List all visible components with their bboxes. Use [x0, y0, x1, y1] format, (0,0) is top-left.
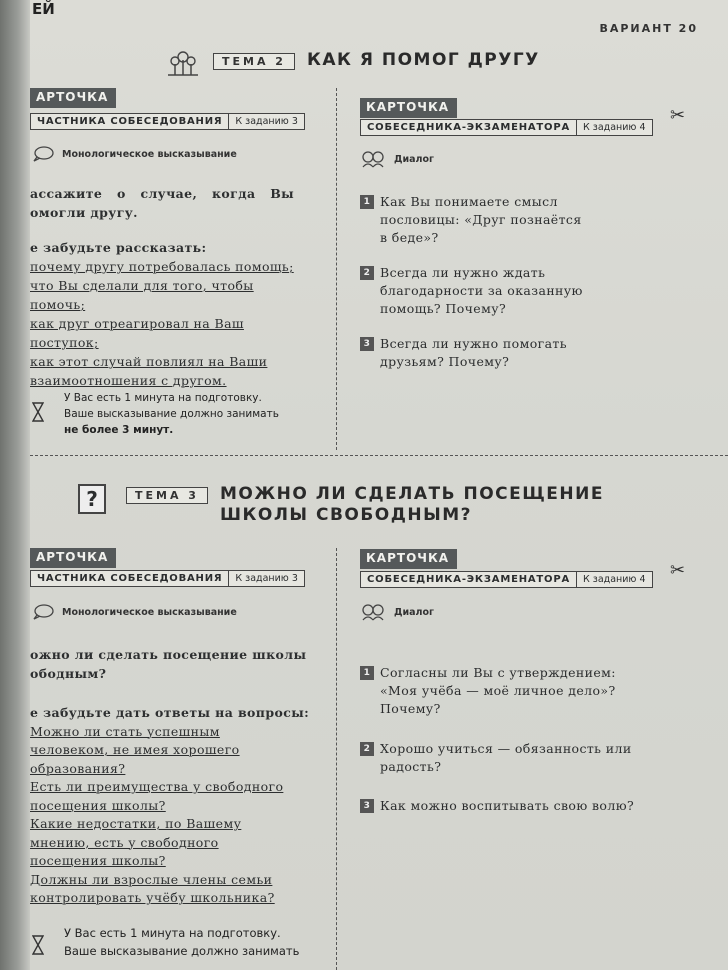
monologue-label: Монологическое высказывание: [62, 606, 237, 618]
question-text: Хорошо учиться — обязанность или радость?: [380, 741, 632, 774]
card-label-participant: АРТОЧКА: [30, 548, 116, 568]
theme-2-tag: ТЕМА 2: [213, 53, 295, 70]
card-subheader-examiner: [360, 571, 653, 588]
scissors-icon: ✂: [670, 560, 686, 581]
question-text: Всегда ли нужно ждать благодарности за оказанную помощь? Почему?: [380, 265, 583, 316]
two-people-icon: [360, 150, 386, 168]
list-item: контролировать учёбу школьника?: [30, 890, 275, 905]
question-item: [360, 664, 700, 718]
card-sub-title: ЧАСТНИКА СОБЕСЕДОВАНИЯ: [30, 570, 229, 587]
question-item: [360, 335, 650, 371]
card-task-ref: К заданию 4: [577, 571, 652, 588]
card-label-examiner: КАРТОЧКА: [360, 549, 457, 569]
question-number: 1: [360, 666, 374, 680]
hourglass-icon: [32, 402, 44, 422]
question-item: [360, 797, 700, 815]
list-item: посещения школы?: [30, 797, 166, 813]
theme-3-tag: ТЕМА 3: [126, 487, 208, 504]
question-text: Как Вы понимаете смысл пословицы: «Друг познаётся в беде»?: [380, 194, 582, 245]
prep-line: не более 3 минут.: [64, 424, 174, 436]
theme-3-title: МОЖНО ЛИ СДЕЛАТЬ ПОСЕЩЕНИЕ ШКОЛЫ СВОБОДНЫМ?: [219, 484, 604, 525]
card-label-examiner: КАРТОЧКА: [360, 98, 457, 118]
theme-3-prompt: [30, 645, 330, 683]
dialog-header: [360, 603, 434, 621]
question-number: 1: [360, 195, 374, 209]
question-item: [360, 740, 700, 776]
prep-line: Ваше высказывание должно занимать: [64, 944, 300, 958]
monologue-header: [32, 146, 237, 162]
prompt-line: омогли другу.: [30, 205, 138, 220]
scissors-icon: ✂: [670, 105, 686, 126]
theme-2-reminder-list: [30, 238, 330, 390]
question-number: 3: [360, 337, 374, 351]
theme-3-prep-note: [64, 924, 299, 960]
question-text: Согласны ли Вы с утверждением: «Моя учёба — моё личное дело»? Почему?: [380, 665, 616, 716]
cut-line-vertical: [336, 548, 337, 970]
card-sub-title: ЧАСТНИКА СОБЕСЕДОВАНИЯ: [30, 113, 229, 130]
dialog-header: [360, 150, 434, 168]
list-item: как друг отреагировал на Ваш: [30, 316, 244, 331]
list-item: почему другу потребовалась помощь;: [30, 259, 294, 274]
question-item: [360, 193, 650, 247]
prep-line: У Вас есть 1 минута на подготовку.: [64, 926, 281, 940]
list-item: мнению, есть у свободного: [30, 834, 219, 850]
question-mark-icon: ?: [78, 484, 106, 514]
dialog-label: Диалог: [394, 606, 434, 618]
workbook-page: [30, 0, 728, 970]
card-subheader-participant: [30, 113, 305, 130]
list-item: Можно ли стать успешным: [30, 723, 220, 739]
prompt-line: ассажите о случае, когда Вы: [30, 186, 295, 201]
list-item: Есть ли преимущества у свободного: [30, 779, 284, 794]
book-spine-margin: [0, 0, 30, 970]
cut-line-horizontal: [30, 455, 728, 456]
list-item: посещения школы?: [30, 853, 166, 868]
card-task-ref: К заданию 4: [577, 119, 652, 136]
speech-bubble-icon: [32, 146, 54, 162]
list-item: человеком, не имея хорошего: [30, 742, 240, 757]
variant-number: ВАРИАНТ 20: [599, 22, 698, 35]
question-number: 3: [360, 799, 374, 813]
reminder-heading: е забудьте дать ответы на вопросы:: [30, 705, 310, 720]
question-text: Как можно воспитывать свою волю?: [380, 798, 635, 813]
list-item: помочь;: [30, 297, 86, 312]
theme-3-header: [78, 484, 604, 526]
reminder-heading: е забудьте рассказать:: [30, 240, 207, 255]
question-number: 2: [360, 742, 374, 756]
two-people-icon: [360, 603, 386, 621]
cut-line-vertical: [336, 88, 337, 450]
speech-bubble-icon: [32, 604, 54, 620]
question-item: [360, 264, 650, 318]
prompt-line: ожно ли сделать посещение школы: [30, 647, 307, 662]
monologue-header: [32, 604, 237, 620]
card-task-ref: К заданию 3: [229, 113, 304, 130]
list-item: Какие недостатки, по Вашему: [30, 816, 242, 831]
dialog-label: Диалог: [394, 153, 434, 165]
card-subheader-examiner: [360, 119, 653, 136]
theme-2-title: КАК Я ПОМОГ ДРУГУ: [306, 50, 540, 70]
theme-3-question-list: [30, 704, 335, 908]
prep-line: У Вас есть 1 минута на подготовку.: [64, 392, 262, 404]
list-item: поступок;: [30, 335, 99, 350]
list-item: как этот случай повлиял на Ваши: [30, 354, 268, 369]
theme-2-prep-note: [64, 390, 279, 438]
card-sub-title: СОБЕСЕДНИКА-ЭКЗАМЕНАТОРА: [360, 119, 577, 136]
prep-line: Ваше высказывание должно занимать: [64, 408, 279, 420]
prompt-line: ободным?: [30, 666, 107, 681]
list-item: образования?: [30, 760, 126, 776]
card-label-participant: АРТОЧКА: [30, 88, 116, 108]
card-sub-title: СОБЕСЕДНИКА-ЭКЗАМЕНАТОРА: [360, 571, 577, 588]
card-subheader-participant: [30, 570, 305, 587]
theme-2-header: [165, 50, 540, 76]
corner-text: ЕЙ: [32, 0, 55, 18]
list-item: что Вы сделали для того, чтобы: [30, 278, 254, 293]
question-text: Всегда ли нужно помогать друзьям? Почему?: [380, 336, 567, 369]
plant-icon: [165, 50, 201, 76]
theme-2-prompt: [30, 184, 320, 222]
list-item: взаимоотношения с другом.: [30, 373, 227, 388]
question-number: 2: [360, 266, 374, 280]
hourglass-icon: [32, 935, 44, 955]
card-task-ref: К заданию 3: [229, 570, 304, 587]
monologue-label: Монологическое высказывание: [62, 148, 237, 160]
list-item: Должны ли взрослые члены семьи: [30, 871, 273, 887]
